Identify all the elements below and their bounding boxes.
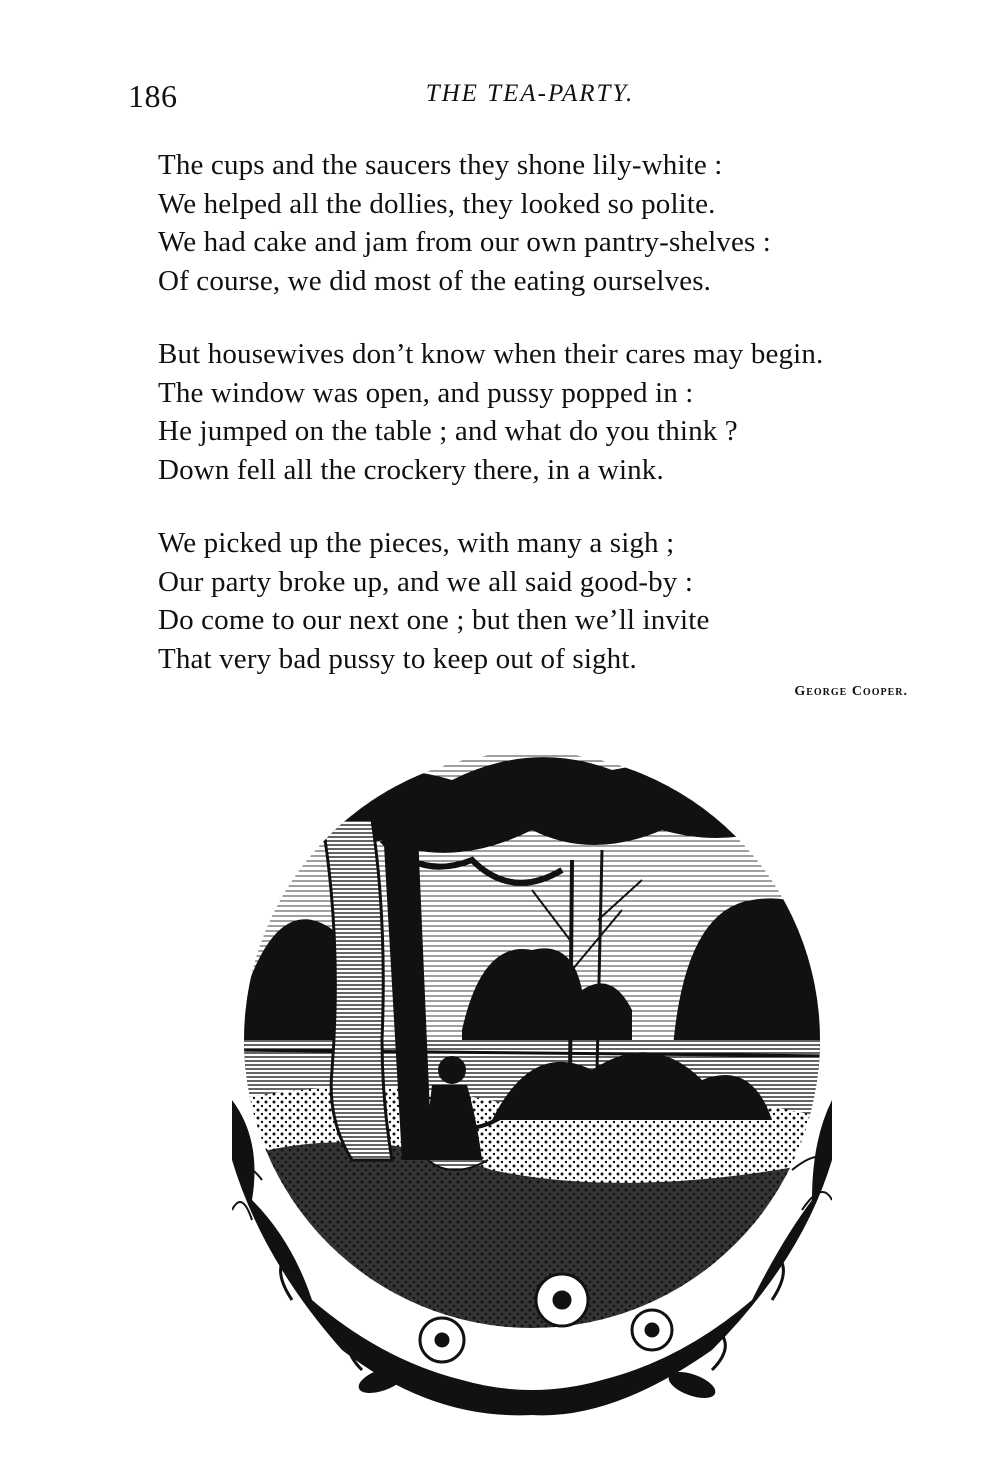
poem-line: Do come to our next one ; but then we’ll invite	[158, 604, 710, 636]
poem	[158, 146, 958, 713]
poem-line: We had cake and jam from our own pantry-shelves :	[158, 226, 772, 258]
poem-line: We picked up the pieces, with many a sigh ;	[158, 527, 675, 559]
poem-line: We helped all the dollies, they looked so polite.	[158, 187, 716, 220]
poem-line: The cups and the saucers they shone lily-white :	[158, 149, 723, 181]
poem-line: But housewives don’t know when their cares may begin.	[158, 338, 824, 370]
author-credit: George Cooper.	[794, 684, 908, 699]
poem-line: Our party broke up, and we all said good-by :	[158, 565, 694, 598]
poem-line: The window was open, and pussy popped in :	[158, 376, 694, 409]
vignette-circle	[232, 740, 832, 1340]
page-number: 186	[128, 78, 178, 114]
poem-line: Of course, we did most of the eating ourselves.	[158, 264, 712, 297]
stanza-2	[158, 335, 958, 489]
stanza-1	[158, 146, 958, 300]
stanza-3	[158, 524, 958, 678]
landscape-engraving	[232, 740, 832, 1420]
running-title: THE TEA-PARTY.	[425, 80, 635, 107]
poem-line: He jumped on the table ; and what do you think ?	[158, 415, 738, 447]
poem-line: Down fell all the crockery there, in a wink.	[158, 453, 664, 486]
poem-line: That very bad pussy to keep out of sight.	[158, 642, 637, 675]
